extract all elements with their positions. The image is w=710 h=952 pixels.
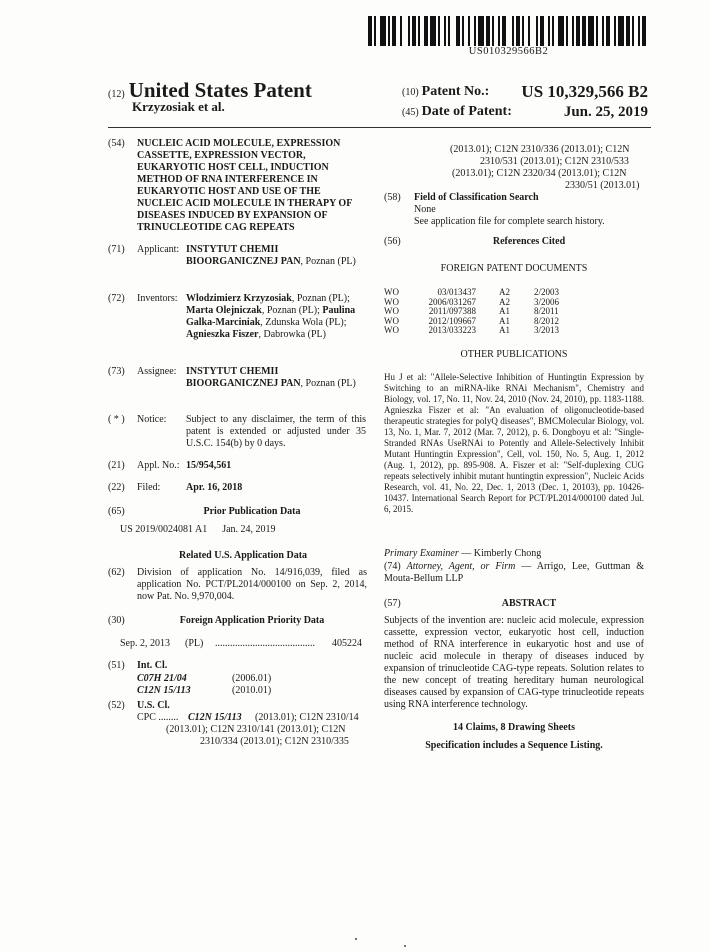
foreign-doc-date: 3/2006 bbox=[534, 296, 560, 307]
cpc-cont-2: 2310/531 (2013.01); C12N 2310/533 bbox=[480, 156, 629, 167]
cpc-cont-1: (2013.01); C12N 2310/336 (2013.01); C12N bbox=[450, 144, 630, 155]
foreign-priority-heading: Foreign Application Priority Data bbox=[179, 615, 325, 626]
appl-number: 15/954,561 bbox=[186, 460, 232, 471]
examiner bbox=[384, 548, 644, 560]
foreign-doc-kind: A2 bbox=[499, 296, 510, 307]
abstract-text: Subjects of the invention are: nucleic acid molecule, expression cassette, expression vector, eukaryotic host cell, induction method of RNA interference in eukaryotic host and use of nucleic acid molecule in therapy of diseases induced by expansion of trinucleotide CAG-type repeats. Solution relates to the new concept of treating hereditary human neurological diseases caused by expansion of CAG-type trinucleotide repeats using RNA interference technology. bbox=[384, 615, 644, 710]
barcode bbox=[368, 16, 649, 46]
notice-text: Subject to any disclaimer, the term of this patent is extended or adjusted under 35 U.S.C. 154(b) by 0 days. bbox=[186, 414, 366, 449]
notice-label: Notice: bbox=[137, 414, 167, 425]
tag-notice: ( * ) bbox=[108, 414, 125, 425]
intcl-2-date: (2010.01) bbox=[232, 685, 272, 696]
inventors bbox=[186, 293, 366, 341]
foreign-doc-country: WO bbox=[384, 296, 399, 307]
date-label bbox=[402, 104, 512, 120]
applicant-place: , Poznan (PL) bbox=[300, 256, 356, 267]
other-pubs-heading: OTHER PUBLICATIONS bbox=[460, 349, 568, 360]
tag-30: (30) bbox=[108, 615, 125, 626]
tag-10: (10) bbox=[402, 87, 419, 98]
tag-21: (21) bbox=[108, 460, 125, 471]
attorney bbox=[384, 561, 644, 585]
priority-country: (PL) bbox=[185, 638, 204, 649]
header-rule bbox=[108, 127, 651, 128]
intcl-1: C07H 21/04 bbox=[137, 673, 187, 684]
patent-title: United States Patent bbox=[128, 78, 312, 102]
abstract-heading: ABSTRACT bbox=[501, 598, 557, 609]
tag-12: (12) bbox=[108, 89, 125, 100]
tag-52: (52) bbox=[108, 700, 125, 711]
inventor-2-place: , Poznan (PL); bbox=[261, 305, 320, 316]
foreign-doc-kind: A1 bbox=[499, 325, 510, 335]
inventor-4-place: , Dabrowka (PL) bbox=[258, 329, 326, 340]
attorney-name: — Arrigo, Lee, Guttman & Mouta-Bellum LLP bbox=[384, 561, 645, 584]
claims-line: 14 Claims, 8 Drawing Sheets bbox=[453, 722, 575, 733]
tag-54: (54) bbox=[108, 138, 125, 149]
field-see: See application file for complete search history. bbox=[414, 216, 605, 227]
appl-label: Appl. No.: bbox=[137, 460, 180, 471]
foreign-doc-row bbox=[384, 325, 644, 335]
inventor-1: Wlodzimierz Krzyzosiak bbox=[186, 293, 292, 304]
cpc-label: CPC ........ bbox=[137, 712, 179, 723]
foreign-doc-number: 2012/109667 bbox=[428, 315, 476, 326]
prior-pub-heading: Prior Publication Data bbox=[203, 506, 301, 517]
uscl-label: U.S. Cl. bbox=[137, 700, 170, 711]
examiner-label: Primary Examiner bbox=[384, 548, 459, 559]
tag-57: (57) bbox=[384, 598, 401, 609]
foreign-doc-date: 8/2011 bbox=[534, 306, 559, 316]
patent-no-label-text: Patent No.: bbox=[421, 84, 490, 99]
patent-no-label bbox=[402, 84, 489, 100]
inventor-1-place: , Poznan (PL); bbox=[291, 293, 350, 304]
tag-45: (45) bbox=[402, 107, 419, 118]
inventor-3: Paulina Galka-Marciniak bbox=[186, 305, 356, 328]
division-text: Division of application No. 14/916,039, filed as application No. PCT/PL2014/000100 on Sep. 2, 2014, now Pat. No. 9,970,004. bbox=[137, 567, 367, 602]
cpc-cont-4: 2330/51 (2013.01) bbox=[565, 180, 640, 191]
attorney-label: Attorney, Agent, or Firm bbox=[406, 561, 516, 572]
cpc-line-3: 2310/334 (2013.01); C12N 2310/335 bbox=[200, 736, 349, 747]
tag-65: (65) bbox=[108, 506, 125, 517]
foreign-doc-kind: A1 bbox=[499, 315, 510, 326]
foreign-doc-country: WO bbox=[384, 287, 399, 297]
tag-72: (72) bbox=[108, 293, 125, 304]
filed-label: Filed: bbox=[137, 482, 161, 493]
tag-71: (71) bbox=[108, 244, 125, 255]
priority-number: 405224 bbox=[332, 638, 362, 649]
assignee-name: INSTYTUT CHEMII BIOORGANICZNEJ PAN bbox=[186, 366, 301, 389]
foreign-doc-date: 2/2003 bbox=[534, 287, 560, 297]
field-heading: Field of Classification Search bbox=[414, 192, 539, 203]
inventors-label: Inventors: bbox=[137, 293, 178, 304]
inventor-short: Krzyzosiak et al. bbox=[132, 99, 225, 114]
assignee-label: Assignee: bbox=[137, 366, 177, 377]
cpc-line-2: (2013.01); C12N 2310/141 (2013.01); C12N bbox=[166, 724, 346, 735]
inventor-3-place: , Zdunska Wola (PL); bbox=[260, 317, 347, 328]
patent-number: US 10,329,566 B2 bbox=[521, 82, 648, 101]
examiner-name: — Kimberly Chong bbox=[461, 548, 542, 559]
tag-51: (51) bbox=[108, 660, 125, 671]
foreign-doc-row bbox=[384, 287, 644, 297]
tag-73: (73) bbox=[108, 366, 125, 377]
foreign-doc-country: WO bbox=[384, 315, 399, 326]
intcl-label: Int. Cl. bbox=[137, 660, 168, 671]
prior-pub-line: US 2019/0024081 A1 Jan. 24, 2019 bbox=[120, 524, 276, 535]
foreign-doc-number: 03/013437 bbox=[437, 287, 476, 297]
foreign-doc-country: WO bbox=[384, 325, 399, 335]
field-none: None bbox=[414, 204, 436, 215]
foreign-doc-date: 8/2012 bbox=[534, 315, 560, 326]
foreign-docs-heading: FOREIGN PATENT DOCUMENTS bbox=[440, 263, 588, 274]
speck bbox=[355, 938, 357, 940]
patent-date: Jun. 25, 2019 bbox=[563, 104, 648, 120]
inventor-4: Agnieszka Fiszer bbox=[186, 329, 259, 340]
foreign-doc-number: 2006/031267 bbox=[428, 296, 476, 307]
foreign-doc-row bbox=[384, 297, 644, 307]
publication-number: US010329566B2 bbox=[468, 46, 549, 57]
priority-date: Sep. 2, 2013 bbox=[120, 638, 170, 649]
other-publications: Hu J et al: "Allele-Selective Inhibition of Huntingtin Expression by Switching to an miRNA-like RNAi Mechanism", Chemistry and Biology, vol. 17, No. 11, Nov. 24, 2010 (Nov. 24, 2010), pp. 1183-1188. Agnieszka Fiszer et al: "An evaluation of oligonucleotide-based therapeutic strategies for polyQ diseases", BMCMolecular Biology, vol. 13, No. 1, Mar. 7, 2012 (Mar. 7, 2012), p. 6. Dongboyu et al: "Single-Stranded RNAs UseRNAi to Potently and Allele-Selectively Inhibit Mutant Huntingtin Expression", Cell, vol. 150, No. 5, Aug. 1, 2012 (Aug. 1, 2012), pp. 895-908. A. Fiszer et al: "Self-duplexing CUG repeats selectively inhibit mutant huntingtin expression", Nucleic Acids Research, vol. 41, No. 22, Dec. 1, 2013 (Dec. 1, 20103), pp. 10426-10437. International Search Report for PCT/PL2014/000100 dated Jul. 6, 2015. bbox=[384, 372, 644, 514]
cpc-cont-3: (2013.01); C12N 2320/34 (2013.01); C12N bbox=[452, 168, 627, 179]
cpc-code: C12N 15/113 bbox=[188, 712, 242, 723]
date-label-text: Date of Patent: bbox=[421, 104, 512, 119]
foreign-doc-row bbox=[384, 316, 644, 326]
applicant bbox=[186, 244, 366, 268]
cpc-line-1: (2013.01); C12N 2310/14 bbox=[255, 712, 359, 723]
intcl-1-date: (2006.01) bbox=[232, 673, 272, 684]
related-heading: Related U.S. Application Data bbox=[178, 550, 308, 561]
applicant-name: INSTYTUT CHEMII BIOORGANICZNEJ PAN bbox=[186, 244, 301, 267]
speck bbox=[404, 945, 406, 947]
tag-74: (74) bbox=[384, 561, 401, 572]
tag-56: (56) bbox=[384, 236, 401, 247]
tag-62: (62) bbox=[108, 567, 125, 578]
invention-title: NUCLEIC ACID MOLECULE, EXPRESSION CASSETTE, EXPRESSION VECTOR, EUKARYOTIC HOST CELL, INDUCTION METHOD OF RNA INTERFERENCE IN EUKARYOTIC HOST AND USE OF THE NUCLEIC ACID MOLECULE IN THERAPY OF DISEASES INDUCED BY EXPANSION OF TRINUCLEOTIDE CAG REPEATS bbox=[137, 138, 352, 233]
barcode-gap bbox=[646, 16, 648, 46]
filed-date: Apr. 16, 2018 bbox=[186, 482, 243, 493]
foreign-doc-date: 3/2013 bbox=[534, 325, 560, 335]
foreign-doc-kind: A2 bbox=[499, 287, 510, 297]
priority-dots: ........................................ bbox=[215, 638, 315, 649]
foreign-doc-kind: A1 bbox=[499, 306, 510, 316]
tag-58: (58) bbox=[384, 192, 401, 203]
applicant-label: Applicant: bbox=[137, 244, 180, 255]
sequence-line: Specification includes a Sequence Listing. bbox=[425, 740, 603, 751]
intcl-2: C12N 15/113 bbox=[137, 685, 191, 696]
tag-22: (22) bbox=[108, 482, 125, 493]
foreign-doc-number: 2011/097388 bbox=[428, 306, 476, 316]
foreign-doc-number: 2013/033223 bbox=[428, 325, 476, 335]
foreign-doc-row bbox=[384, 306, 644, 316]
assignee bbox=[186, 366, 366, 390]
foreign-doc-country: WO bbox=[384, 306, 399, 316]
inventor-2: Marta Olejniczak bbox=[186, 305, 262, 316]
assignee-place: , Poznan (PL) bbox=[300, 378, 356, 389]
refs-heading: References Cited bbox=[492, 236, 566, 247]
